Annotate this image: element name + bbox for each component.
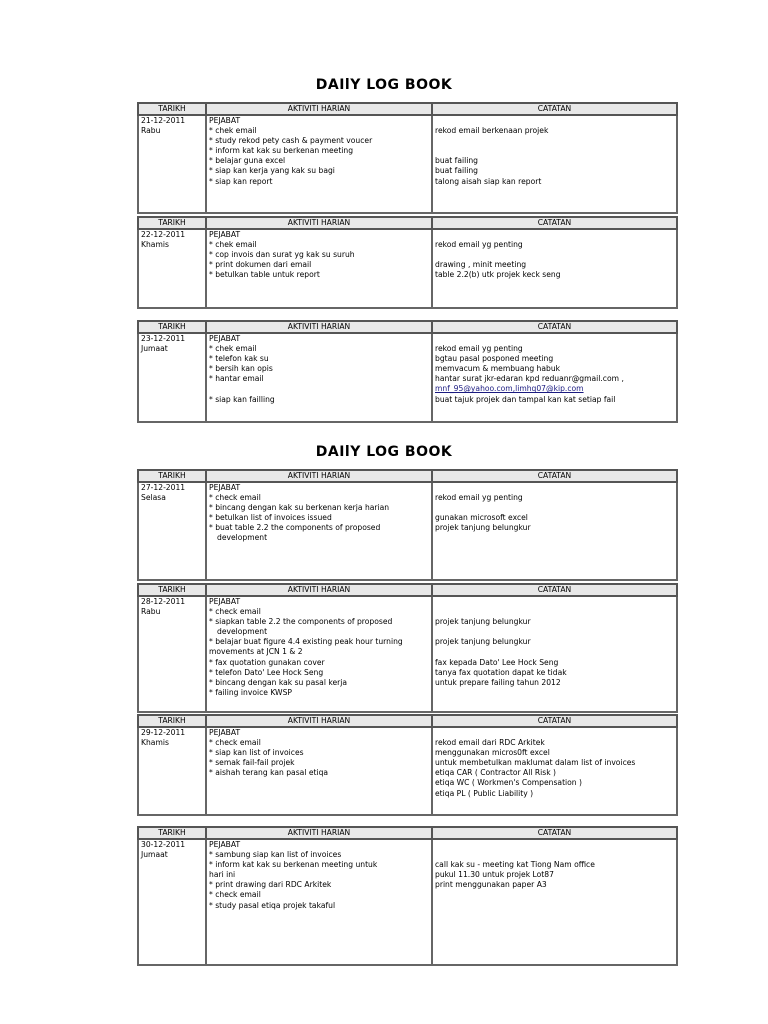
activity-line: * chek email [209,126,257,136]
note-line [435,840,674,850]
note-line: call kak su - meeting kat Tiong Nam office [435,860,595,870]
activity-line: PEJABAT [209,483,241,492]
header-date: TARIKH [138,827,206,839]
log-table [137,714,678,816]
activity-line: * siapkan table 2.2 the components of proposed [209,617,393,627]
header-date: TARIKH [138,584,206,596]
date-line: 28-12-2011 [141,597,186,606]
note-line[interactable]: mnf_95@yahoo.com,limhq07@kip.com [435,384,584,394]
activity-line: PEJABAT [209,116,241,125]
activity-cell [206,727,432,815]
activity-line: PEJABAT [209,230,241,239]
header-activity: AKTIVITI HARIAN [206,217,432,229]
note-line: untuk membetulkan maklumat dalam list of invoices [435,758,636,768]
date-cell [138,839,206,965]
note-line: pukul 11.30 untuk projek Lot87 [435,870,554,880]
note-line: projek tanjung belungkur [435,617,531,627]
note-line [435,116,674,126]
note-line: rekod email berkenaan projek [435,126,549,136]
note-line: etiqa WC ( Workmen's Compensation ) [435,778,582,788]
activity-cell [206,482,432,580]
log-table [137,583,678,713]
date-cell [138,727,206,815]
activity-line: * check email [209,738,261,748]
activity-line: * siap kan kerja yang kak su bagi [209,166,335,176]
date-cell [138,115,206,213]
note-line [435,597,674,607]
activity-line [209,384,429,394]
activity-line: * hantar email [209,374,264,384]
activity-line: * siap kan list of invoices [209,748,304,758]
activity-line: * bincang dengan kak su berkenan kerja harian [209,503,390,513]
activity-line: * fax quotation gunakan cover [209,657,325,667]
note-line: print menggunakan paper A3 [435,880,547,890]
activity-line: * cop invois dan surat yg kak su suruh [209,250,355,260]
activity-line: * betulkan list of invoices issued [209,513,332,523]
activity-cell [206,839,432,965]
activity-line [209,789,429,799]
activity-line: * chek email [209,344,257,354]
notes-cell [432,115,677,213]
date-line: Khamis [141,738,169,748]
activity-line: * aishah terang kan pasal etiqa [209,768,329,778]
log-table [137,320,678,423]
note-line: projek tanjung belungkur [435,637,531,647]
notes-cell [432,229,677,308]
note-line [435,136,674,146]
note-line [435,728,674,738]
table-header-row [138,715,677,727]
date-cell [138,482,206,580]
table-header-row [138,321,677,333]
header-notes: CATATAN [432,470,677,482]
header-notes: CATATAN [432,217,677,229]
activity-line: PEJABAT [209,334,241,343]
note-line [435,483,674,493]
table-row [138,596,677,712]
activity-line: development [217,533,268,543]
note-line: memvacum & membuang habuk [435,364,561,374]
activity-line: * print drawing dari RDC Arkitek [209,880,332,890]
notes-cell [432,333,677,422]
header-notes: CATATAN [432,715,677,727]
activity-line: * print dokumen dari email [209,260,312,270]
note-line [435,146,674,156]
activity-line: * belajar guna excel [209,156,286,166]
header-date: TARIKH [138,217,206,229]
activity-cell [206,333,432,422]
header-notes: CATATAN [432,584,677,596]
activity-line: * check email [209,607,261,617]
table-header-row [138,217,677,229]
note-line: buat tajuk projek dan tampal kan kat setiap fail [435,394,616,404]
date-line: 21-12-2011 [141,116,186,125]
note-line: fax kepada Dato' Lee Hock Seng [435,657,559,667]
log-book-title: DAIlY LOG BOOK [315,77,453,93]
note-line [435,334,674,344]
note-line: etiqa CAR ( Contractor All Risk ) [435,768,557,778]
date-cell [138,333,206,422]
activity-line: * siap kan failling [209,394,275,404]
date-line: Rabu [141,126,161,136]
note-line: projek tanjung belungkur [435,523,531,533]
table-row [138,333,677,422]
activity-line: * failing invoice KWSP [209,687,292,697]
header-date: TARIKH [138,103,206,115]
table-header-row [138,584,677,596]
note-line [435,607,674,617]
table-row [138,229,677,308]
activity-line: * chek email [209,240,257,250]
activity-line: * sambung siap kan list of invoices [209,850,342,860]
note-line: rekod email yg penting [435,240,523,250]
date-cell [138,229,206,308]
header-date: TARIKH [138,470,206,482]
header-activity: AKTIVITI HARIAN [206,584,432,596]
log-table [137,469,678,581]
activity-line: development [217,627,268,637]
note-line: table 2.2(b) utk projek keck seng [435,270,561,280]
activity-cell [206,229,432,308]
notes-cell [432,839,677,965]
activity-cell [206,596,432,712]
activity-line: * buat table 2.2 the components of proposed [209,523,381,533]
note-line [435,901,674,911]
note-line [435,503,674,513]
table-row [138,482,677,580]
table-header-row [138,827,677,839]
note-line: etiqa PL ( Public Liability ) [435,788,534,798]
activity-line: * check email [209,890,261,900]
note-line: drawing , minit meeting [435,260,527,270]
date-line: Jumaat [141,850,168,860]
activity-line: * study pasal etiqa projek takaful [209,900,336,910]
table-row [138,115,677,213]
note-line [435,230,674,240]
activity-cell [206,115,432,213]
activity-line: PEJABAT [209,840,241,849]
date-line: 23-12-2011 [141,334,186,343]
header-notes: CATATAN [432,321,677,333]
note-line [435,688,674,698]
note-line [435,850,674,860]
table-row [138,839,677,965]
log-table [137,826,678,966]
note-line [435,890,674,900]
header-activity: AKTIVITI HARIAN [206,715,432,727]
activity-line: * semak fail-fail projek [209,758,295,768]
activity-line: movements at JCN 1 & 2 [209,647,303,657]
activity-line: hari ini [209,870,236,880]
header-activity: AKTIVITI HARIAN [206,470,432,482]
note-line [435,250,674,260]
date-line: 30-12-2011 [141,840,186,849]
header-activity: AKTIVITI HARIAN [206,827,432,839]
note-line [435,627,674,637]
note-line: buat failing [435,166,478,176]
activity-line: * bincang dengan kak su pasal kerja [209,677,348,687]
header-activity: AKTIVITI HARIAN [206,321,432,333]
header-notes: CATATAN [432,103,677,115]
activity-line: * telefon kak su [209,354,269,364]
note-line: hantar surat jkr-edaran kpd reduanr@gmail.com , [435,374,624,384]
note-line: menggunakan micros0ft excel [435,748,550,758]
note-line: tanya fax quotation dapat ke tidak [435,667,567,677]
activity-line: * telefon Dato' Lee Hock Seng [209,667,324,677]
notes-cell [432,727,677,815]
header-activity: AKTIVITI HARIAN [206,103,432,115]
activity-line: * study rekod pety cash & payment voucer [209,136,373,146]
log-table [137,102,678,214]
activity-line: PEJABAT [209,597,241,606]
notes-cell [432,482,677,580]
activity-line [209,778,429,788]
note-line: bgtau pasal posponed meeting [435,354,554,364]
table-header-row [138,103,677,115]
date-line: 29-12-2011 [141,728,186,737]
note-line [435,533,674,543]
table-header-row [138,470,677,482]
note-line: untuk prepare failing tahun 2012 [435,677,561,687]
date-line: Khamis [141,240,169,250]
date-line: Selasa [141,493,166,503]
note-line: rekod email yg penting [435,493,523,503]
activity-line: * inform kat kak su berkenan meeting [209,146,354,156]
activity-line: * belajar buat figure 4.4 existing peak hour turning [209,637,403,647]
date-line: Jumaat [141,344,168,354]
date-cell [138,596,206,712]
note-line: gunakan microsoft excel [435,513,528,523]
table-row [138,727,677,815]
header-notes: CATATAN [432,827,677,839]
note-line: buat failing [435,156,478,166]
activity-line: * betulkan table untuk report [209,270,320,280]
note-line: talong aisah siap kan report [435,176,542,186]
activity-line: * siap kan report [209,176,273,186]
activity-line: * bersih kan opis [209,364,273,374]
log-book-title: DAIlY LOG BOOK [315,444,453,460]
date-line: Rabu [141,607,161,617]
activity-line: * inform kat kak su berkenan meeting untuk [209,860,378,870]
log-table [137,216,678,309]
date-line: 22-12-2011 [141,230,186,239]
header-date: TARIKH [138,715,206,727]
note-line: rekod email yg penting [435,344,523,354]
header-date: TARIKH [138,321,206,333]
note-line: rekod email dari RDC Arkitek [435,738,545,748]
notes-cell [432,596,677,712]
activity-line: * check email [209,493,261,503]
note-line [435,647,674,657]
activity-line: PEJABAT [209,728,241,737]
date-line: 27-12-2011 [141,483,186,492]
